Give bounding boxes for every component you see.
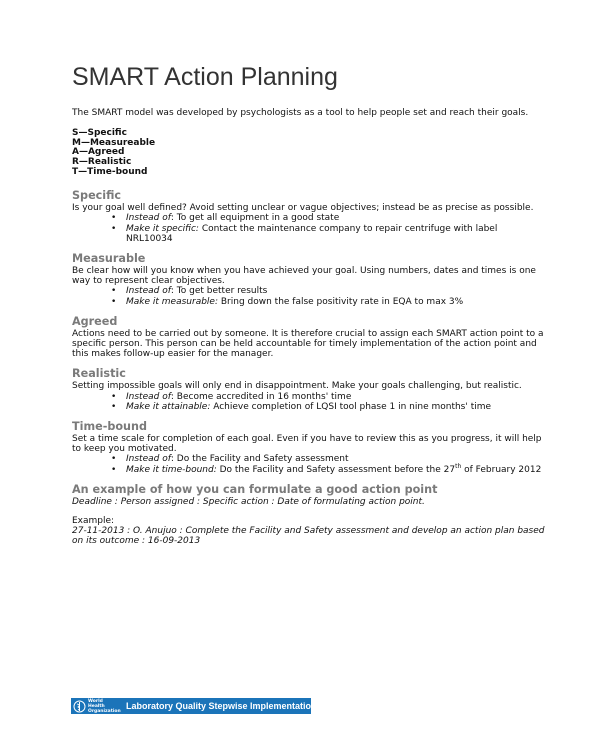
section-heading: An example of how you can formulate a good action point — [72, 482, 438, 496]
acronym-t: T—Time-bound — [72, 166, 148, 177]
bullet-make-it: • Make it time-bound: Do the Facility and Safety assessment before the 27th of February 2012 — [112, 465, 546, 475]
section-heading: Agreed — [72, 314, 118, 328]
section-agreed — [72, 315, 546, 360]
example-label: Example: — [72, 516, 115, 527]
example-format: Deadline : Person assigned : Specific action : Date of formulating action point. — [72, 496, 425, 507]
bullet-make-it: • Make it attainable: Achieve completion of LQSI tool phase 1 in nine months' time — [112, 402, 546, 412]
smart-acronym-list — [72, 129, 546, 177]
section-body: Actions need to be carried out by someone. It is therefore crucial to assign each SMART action point to a specific person. This person can be held accountable for timely implementation of the action point and this makes follow-up easier for the manager. — [72, 328, 544, 360]
acronym-a: A—Agreed — [72, 147, 125, 158]
who-logo-text: World Health Organization — [88, 698, 121, 714]
section-body: Is your goal well defined? Avoid setting unclear or vague objectives; instead be as precise as possible. — [72, 203, 534, 214]
section-heading: Measurable — [72, 251, 146, 265]
who-emblem-icon — [73, 700, 86, 713]
section-body: Be clear how will you know when you have achieved your goal. Using numbers, dates and times is one way to represent clear objectives. — [72, 265, 536, 287]
section-timebound — [72, 420, 546, 475]
section-example — [72, 483, 546, 547]
footer-banner — [71, 698, 336, 714]
acronym-s: S—Specific — [72, 128, 127, 139]
acronym-r: R—Realistic — [72, 156, 132, 167]
section-body: Setting impossible goals will only end in disappointment. Make your goals challenging, but realistic. — [72, 381, 522, 392]
bullet-instead-of: • Instead of: Become accredited in 16 months' time — [112, 392, 546, 402]
document-page — [72, 62, 546, 555]
page-title: SMART Action Planning — [72, 63, 338, 91]
bullet-instead-of: • Instead of: To get better results — [112, 286, 546, 296]
bullet-make-it: • Make it measurable: Bring down the false positivity rate in EQA to max 3% — [112, 297, 546, 307]
section-specific — [72, 189, 546, 244]
section-heading: Time-bound — [72, 420, 147, 434]
section-body: Set a time scale for completion of each goal. Even if you have to review this as you progress, it will help to keep you motivated. — [72, 434, 542, 455]
footer-tool-title: Laboratory Quality Stepwise Implementation tool — [126, 701, 336, 711]
intro-paragraph: The SMART model was developed by psychologists as a tool to help people set and reach their goals. — [72, 108, 529, 118]
section-heading: Realistic — [72, 367, 126, 381]
example-text: 27-11-2013 : O. Anujuo : Complete the Facility and Safety assessment and develop an action plan based on its outcome : 16-09-2013 — [72, 526, 545, 547]
bullet-instead-of: • Instead of: Do the Facility and Safety assessment — [112, 454, 546, 464]
bullet-make-it: • Make it specific: Contact the maintenance company to repair centrifuge with label NRL10034 — [112, 224, 546, 244]
bullet-instead-of: • Instead of: To get all equipment in a good state — [112, 213, 546, 223]
section-measurable — [72, 252, 546, 307]
section-heading: Specific — [72, 189, 122, 203]
acronym-m: M—Measureable — [72, 137, 156, 148]
who-logo — [71, 698, 121, 714]
section-realistic — [72, 367, 546, 412]
